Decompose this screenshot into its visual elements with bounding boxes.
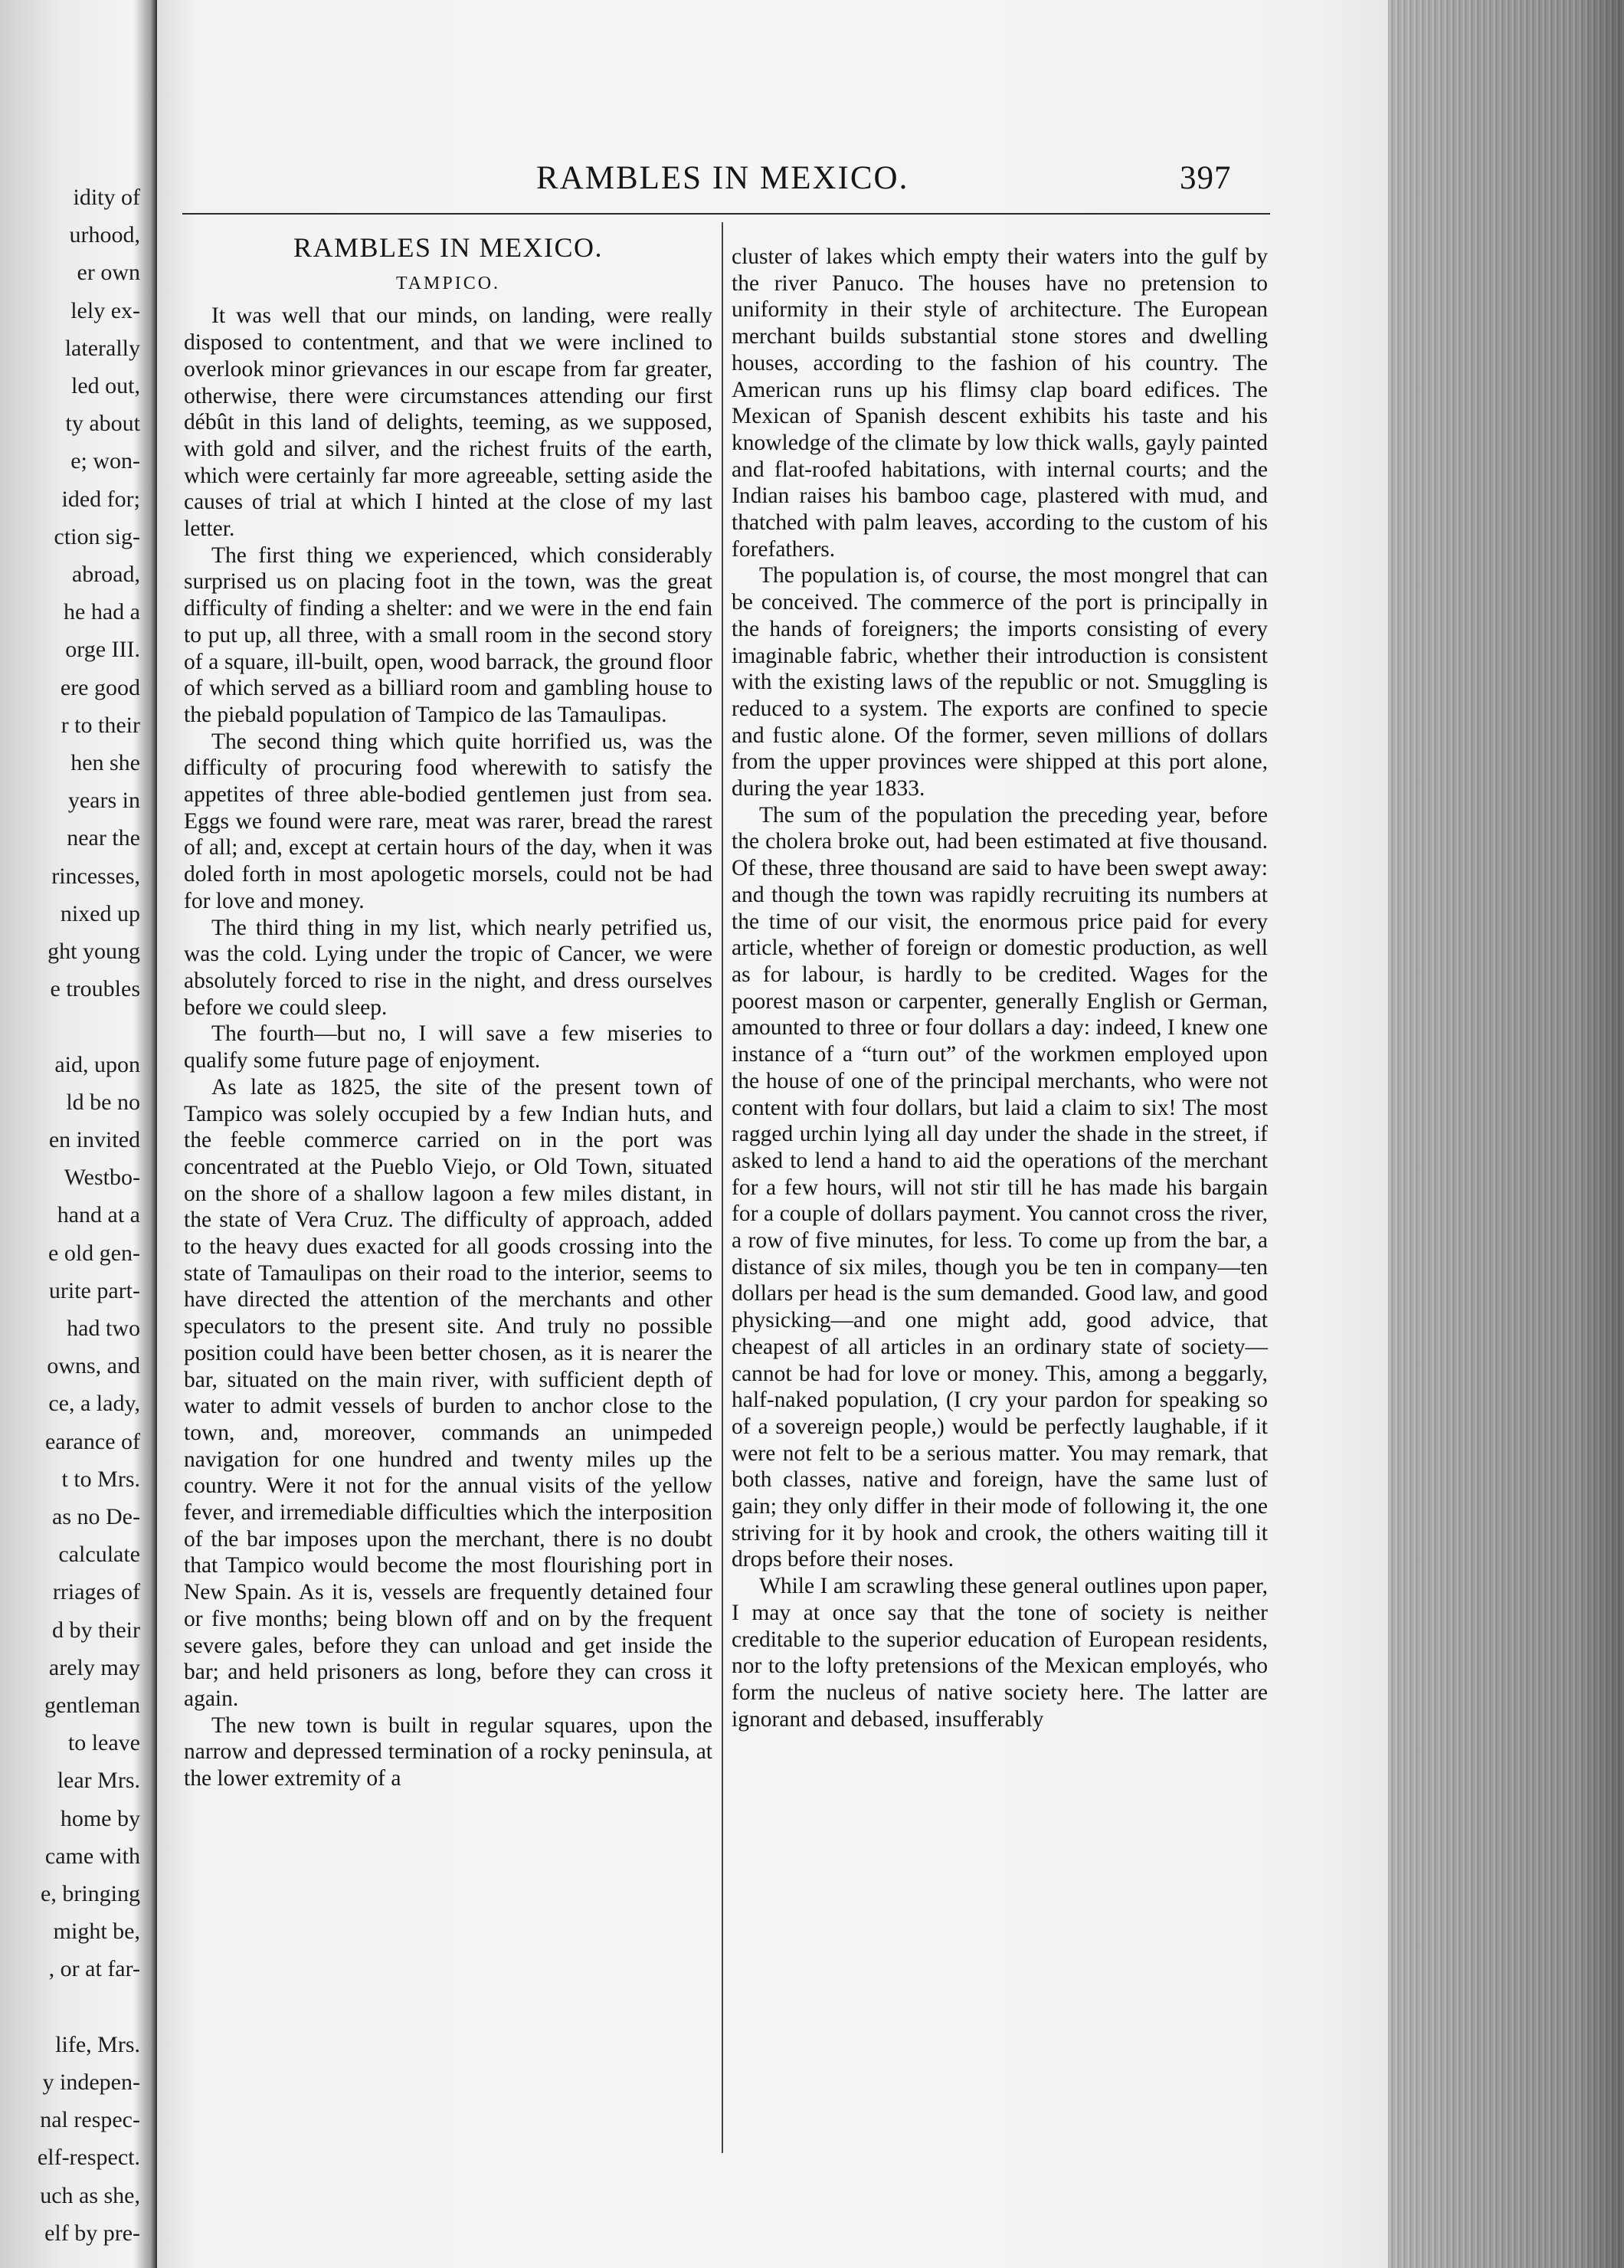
right-column	[732, 244, 1268, 1732]
previous-page-fragment: Westbo-	[64, 1165, 140, 1191]
previous-page-fragment: ght young	[47, 939, 140, 964]
previous-page-fragment: he had a	[64, 599, 140, 625]
previous-page-fragment: gentleman	[44, 1693, 140, 1718]
left-column	[184, 224, 712, 1792]
previous-page-fragment: ld be no	[66, 1089, 140, 1115]
paragraph: The sum of the population the preceding year, before the cholera broke out, had been estimated at five thousand. Of these, three thousand are said to have been swept away: and though the town was rapidly recruiting its numbers at the time of our visit, the enormous price paid for every article, whether of foreign or domestic production, as well as for labour, is hardly to be credited. Wages for the poorest mason or carpenter, generally English or German, amounted to three or four dollars a day: indeed, I knew one instance of a “turn out” of the workmen employed upon the house of one of the principal merchants, who were not content with four dollars, but laid a claim to six! The most ragged urchin lying all day under the shade in the street, if asked to lend a hand to aid the operations of the merchant for a few hours, will not stir till he has made his bargain for a couple of dollars payment. You cannot cross the river, a row of five minutes, for less. To come up from the bar, a distance of six miles, though you be ten in company—ten dollars per head is the sum demanded. Good law, and good physicking—and one might add, good advice, that cheapest of all articles in an ordinary state of society—cannot be had for love or money. This, among a beggarly, half-naked population, (I cry your pardon for speaking so of a sovereign people,) would be perfectly laughable, if it were not felt to be a serious matter. You may remark, that both classes, native and foreign, have the same lust of gain; they only differ in their mode of following it, the one striving for it by hook and crook, the others waiting till it drops before their noses.	[732, 802, 1268, 1572]
paragraph: The population is, of course, the most mongrel that can be conceived. The commerce of the port is principally in the hands of foreigners; the imports consisting of every imaginable fabric, whether their introduction is consistent with the existing laws of the republic or not. Smuggling is reduced to a system. The exports are confined to specie and fustic alone. Of the former, seven millions of dollars from the upper provinces were shipped at this port alone, during the year 1833.	[732, 563, 1268, 801]
previous-page-fragment: hen she	[70, 750, 140, 775]
previous-page-fragment: e, bringing	[41, 1881, 140, 1906]
previous-page-fragment: had two	[67, 1316, 140, 1341]
previous-page-fragment: near the	[67, 825, 140, 851]
previous-page-fragment: er own	[77, 260, 140, 286]
previous-page-fragment: nal respec-	[40, 2107, 140, 2133]
previous-page-fragment: life, Mrs.	[55, 2031, 140, 2057]
paragraph: While I am scrawling these general outlines upon paper, I may at once say that the tone of society is neither creditable to the superior education of European residents, nor to the lofty pretensions of the Mexican employés, who form the nucleus of native society here. The latter are ignorant and debased, insufferably	[732, 1574, 1268, 1732]
page-block-edge	[1388, 0, 1624, 2268]
previous-page-fragment: e old gen-	[48, 1240, 140, 1266]
paragraph: The first thing we experienced, which considerably surprised us on placing foot in the town, was the great difficulty of finding a shelter: and we were in the end fain to put up, all three, with a small room in the second story of a square, ill-built, open, wood barrack, the ground floor of which served as a billiard room and gambling house to the piebald population of Tampico de las Tamaulipas.	[184, 542, 712, 727]
previous-page-fragment: r to their	[61, 712, 140, 738]
previous-page-fragment: to leave	[67, 1730, 140, 1756]
article-subtitle: TAMPICO.	[395, 273, 501, 293]
previous-page-fragment: ction sig-	[54, 523, 140, 549]
previous-page-fragment: elf-respect.	[37, 2145, 140, 2171]
previous-page-fragment: elf by pre-	[44, 2220, 140, 2246]
previous-page-fragment: uch as she,	[40, 2182, 140, 2208]
previous-page-fragment: t to Mrs.	[61, 1466, 140, 1492]
previous-page-fragment: as no De-	[52, 1504, 140, 1529]
previous-page-fragment: rincesses,	[51, 863, 140, 889]
previous-page-fragment: earance of	[44, 1428, 140, 1454]
previous-page-fragment: urite part-	[48, 1277, 140, 1303]
paragraph: The fourth—but no, I will save a few miseries to qualify some future page of enjoyment.	[184, 1021, 712, 1073]
paragraph: As late as 1825, the site of the present town of Tampico was solely occupied by a few Indian huts, and the feeble commerce carried on in the port was concentrated at the Pueblo Viejo, or Old Town, situated on the shore of a shallow lagoon a few miles distant, in the state of Vera Cruz. The difficulty of approach, added to the heavy dues exacted for all goods crossing into the state of Tamaulipas on their road to the interior, seems to have directed the attention of the merchants and other speculators to the present site. And truly no possible position could have been better chosen, as it is nearer the bar, situated on the main river, with sufficient depth of water to admit vessels of burden to anchor close to the town, and, moreover, commands an unimpeded navigation for one hundred and twenty miles up the country. Were it not for the annual visits of the yellow fever, and irremediable difficulties which the interposition of the bar imposes upon the merchant, there is no doubt that Tampico would become the most flourishing port in New Spain. As it is, vessels are frequently detained four or five months; being blown off and on by the frequent severe gales, before they can unload and get inside the bar; and held prisoners as long, before they can cross it again.	[184, 1074, 712, 1711]
previous-page-fragment: led out,	[71, 373, 140, 398]
previous-page-fragment: laterally	[64, 335, 140, 361]
previous-page-fragment: ty about	[65, 411, 140, 437]
previous-page-fragment: hand at a	[57, 1202, 140, 1228]
page-number: 397	[1180, 160, 1232, 196]
previous-page-fragment: owns, and	[47, 1353, 140, 1379]
paragraph: It was well that our minds, on landing, were really disposed to contentment, and that we were inclined to overlook minor grievances in our escape from far greater, otherwise, there were circumstances attending our first débût in this land of delights, teeming, as we supposed, with gold and silver, and the richest fruits of the earth, which were certainly far more agreeable, setting aside the causes of trial at which I hinted at the close of my last letter.	[184, 303, 712, 542]
paragraph: The third thing in my list, which nearly petrified us, was the cold. Lying under the tropic of Cancer, we were absolutely forced to rise in the night, and dress ourselves before we could sleep.	[184, 915, 712, 1020]
previous-page-fragment: home by	[60, 1805, 140, 1831]
previous-page-fragment: abroad,	[71, 562, 140, 587]
previous-page-fragment: en invited	[48, 1127, 140, 1152]
previous-page-fragment: y indepen-	[42, 2070, 140, 2095]
article-title: RAMBLES IN MEXICO.	[293, 232, 603, 263]
header-rule	[182, 213, 1270, 215]
previous-page-fragment: might be,	[53, 1919, 140, 1945]
previous-page-fragment: came with	[44, 1843, 140, 1869]
previous-page-fragment: lely ex-	[70, 297, 140, 323]
previous-page-fragment: e; won-	[70, 448, 140, 474]
previous-page-fragment: ere good	[60, 674, 140, 700]
previous-page-fragment: orge III.	[65, 637, 140, 663]
previous-page-fragment: rriages of	[52, 1579, 140, 1605]
previous-page-fragment: aid, upon	[54, 1051, 140, 1077]
paragraph: The new town is built in regular squares, upon the narrow and depressed termination of a rocky peninsula, at the lower extremity of a	[184, 1712, 712, 1791]
previous-page-fragment: arely may	[48, 1654, 140, 1680]
paragraph: The second thing which quite horrified us, was the difficulty of procuring food wherewith to satisfy the appetites of three able-bodied gentlemen just from sea. Eggs we found were rare, meat was rarer, bread the rarest of all; and, except at certain hours of the day, when it was doled forth in most apologetic morsels, could not be had for love and money.	[184, 729, 712, 913]
paragraph: cluster of lakes which empty their waters into the gulf by the river Panuco. The houses have no pretension to uniformity in their style of architecture. The European merchant builds substantial stone stores and dwelling houses, according to the fashion of his country. The American runs up his flimsy clap board edifices. The Mexican of Spanish descent exhibits his taste and his knowledge of the climate by low thick walls, gayly painted and flat-roofed habitations, with internal courts; and the Indian raises his bamboo cage, plastered with mud, and thatched with palm leaves, according to the custom of his forefathers.	[732, 244, 1268, 562]
previous-page-fragment: d by their	[52, 1617, 140, 1643]
previous-page-fragment: urhood,	[69, 222, 140, 248]
previous-page-fragment: nixed up	[60, 900, 140, 926]
previous-page-fragment: lear Mrs.	[57, 1768, 140, 1794]
previous-page-fragment: ce, a lady,	[48, 1391, 140, 1417]
previous-page-fragment: ided for;	[61, 486, 140, 512]
previous-page-fragment: idity of	[73, 185, 140, 210]
previous-page-fragment: years in	[67, 788, 140, 814]
previous-page-fragment: , or at far-	[48, 1956, 140, 1982]
column-rule	[722, 222, 723, 2153]
previous-page-fragment: calculate	[58, 1542, 140, 1568]
running-title: RAMBLES IN MEXICO.	[536, 160, 909, 196]
previous-page-edge	[0, 0, 157, 2268]
previous-page-fragment: e troubles	[50, 976, 140, 1002]
